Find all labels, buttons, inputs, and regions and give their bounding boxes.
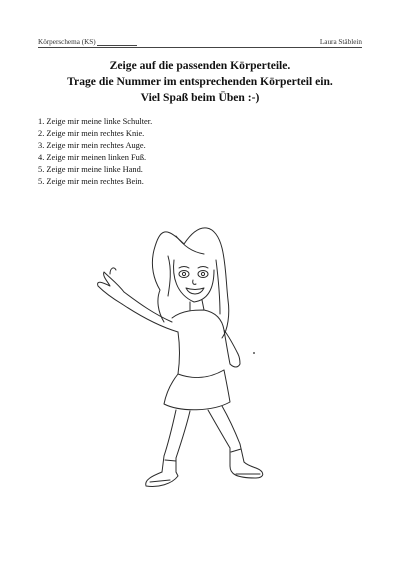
left-eye xyxy=(179,271,189,278)
mouth xyxy=(186,288,204,294)
left-shoe xyxy=(146,472,178,487)
right-shoe xyxy=(230,462,263,478)
shirt-outline xyxy=(172,310,230,364)
page-header xyxy=(38,38,362,48)
right-eye xyxy=(198,271,208,278)
left-leg xyxy=(164,410,176,456)
raised-arm-upper xyxy=(124,292,172,322)
header-left xyxy=(38,38,137,46)
skirt xyxy=(164,370,230,410)
task-item: 4. Zeige mir meinen linken Fuß. xyxy=(38,153,147,162)
nose xyxy=(193,280,196,284)
task-item: 3. Zeige mir mein rechtes Auge. xyxy=(38,141,146,150)
task-item: 2. Zeige mir mein rechtes Knie. xyxy=(38,129,145,138)
lower-hand xyxy=(230,354,240,367)
title-line-2: Trage die Nummer im entsprechenden Körperteil ein. xyxy=(67,75,333,88)
header-blank-line xyxy=(97,38,137,46)
task-list xyxy=(38,116,358,188)
worksheet-title xyxy=(20,58,380,106)
hair-right-outline xyxy=(184,228,229,338)
hair-left-outline xyxy=(152,232,184,322)
face-outline xyxy=(174,260,214,302)
title-line-3: Viel Spaß beim Üben :-) xyxy=(140,91,260,104)
header-topic: Körperschema (KS) xyxy=(38,38,96,46)
task-item: 1. Zeige mir meine linke Schulter. xyxy=(38,117,153,126)
girl-waving-drawing-icon xyxy=(80,214,300,494)
task-item: 5. Zeige mir meine linke Hand. xyxy=(38,165,143,174)
title-line-1: Zeige auf die passenden Körperteile. xyxy=(109,59,291,72)
waving-hand xyxy=(98,272,124,304)
header-author: Laura Stäblein xyxy=(319,38,362,46)
task-item: 5. Zeige mir mein rechtes Bein. xyxy=(38,177,144,186)
